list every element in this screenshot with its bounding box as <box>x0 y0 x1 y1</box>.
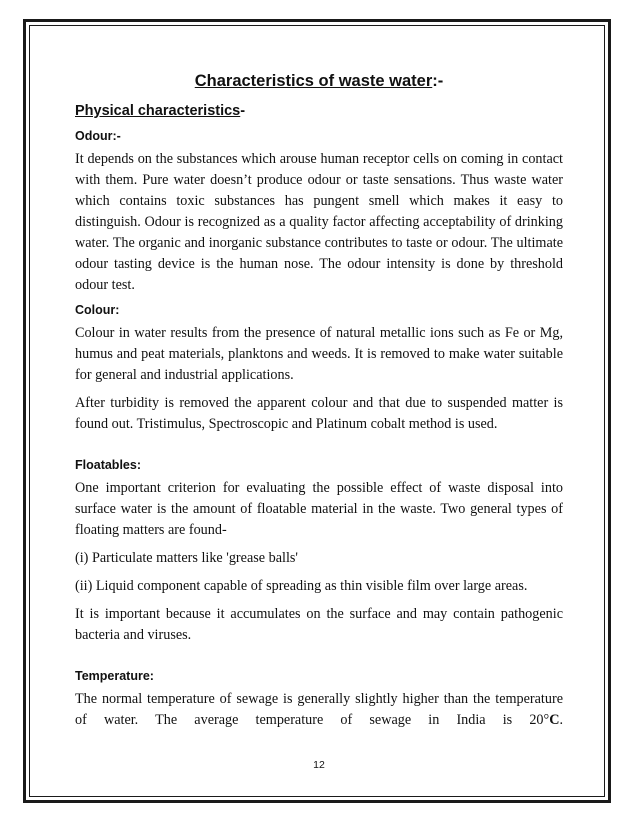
floatables-heading: Floatables: <box>75 458 141 472</box>
colour-paragraph-2: After turbidity is removed the apparent colour and that due to suspended matter is found out. Tristimulus, Spectroscopic and Platinum cobalt method is used. <box>75 395 563 432</box>
odour-paragraph: It depends on the substances which arouse human receptor cells on coming in contact with them. Pure water doesn’t produce odour or taste sensations. Thus waste water which contains toxic substances has pungent smell which makes it easy to distinguish. Odour is recognized as a quality factor affecting acceptability of drinking water. The organic and inorganic substance contributes to taste or odour. The ultimate odour tasting device is the human nose. The odour intensity is done by threshold odour test. <box>75 151 563 293</box>
odour-heading: Odour:- <box>75 129 121 143</box>
colour-paragraph-1: Colour in water results from the presence of natural metallic ions such as Fe or Mg, humus and peat materials, planktons and weeds. It is removed to make water suitable for general and industrial applications. <box>75 325 563 383</box>
document-body <box>75 72 563 738</box>
physical-heading: Physical characteristics- <box>75 103 246 119</box>
floatables-paragraph-2: It is important because it accumulates on the surface and may contain pathogenic bacteria and viruses. <box>75 606 563 643</box>
floatables-item-1: (i) Particulate matters like 'grease balls' <box>75 550 298 566</box>
floatables-item-2: (ii) Liquid component capable of spreading as thin visible film over large areas. <box>75 578 528 594</box>
floatables-paragraph-1: One important criterion for evaluating the possible effect of waste disposal into surface water is the amount of floatable material in the waste. Two general types of floating matters are found- <box>75 480 563 538</box>
colour-heading: Colour: <box>75 303 120 317</box>
temperature-heading: Temperature: <box>75 669 154 683</box>
temperature-paragraph: The normal temperature of sewage is generally slightly higher than the temperature of water. The average temperature of sewage in India is 20°C. <box>75 691 563 728</box>
document-title: Characteristics of waste water:- <box>194 72 444 90</box>
page-number: 12 <box>313 759 325 771</box>
